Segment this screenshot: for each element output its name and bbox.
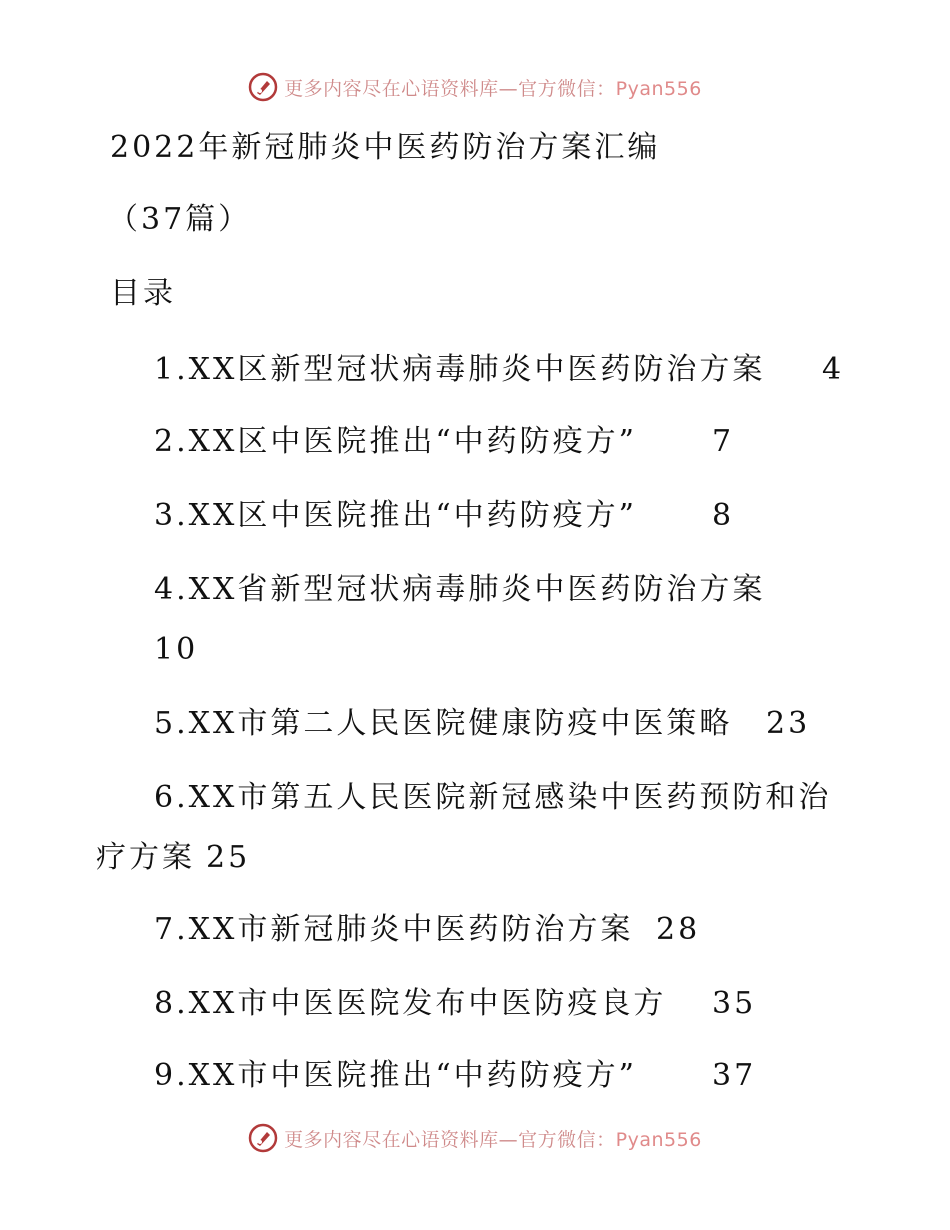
watermark-bottom xyxy=(0,1123,950,1153)
document-subtitle: （37篇） xyxy=(108,202,252,237)
toc-item-label[interactable]: 9.XX市中医院推出“中药防疫方” xyxy=(154,1058,638,1093)
toc-item-label[interactable]: 6.XX市第五人民医院新冠感染中医药预防和治 xyxy=(154,780,832,815)
watermark-top xyxy=(0,72,950,102)
toc-item-page: 23 xyxy=(766,706,811,741)
pen-nib-circle-icon xyxy=(248,1123,278,1153)
toc-item-page: 8 xyxy=(712,498,735,533)
toc-item-label-continued[interactable]: 疗方案 xyxy=(96,840,195,875)
toc-item-label[interactable]: 4.XX省新型冠状病毒肺炎中医药防治方案 xyxy=(154,572,766,607)
toc-item-page: 35 xyxy=(712,986,757,1021)
toc-item-label[interactable]: 5.XX市第二人民医院健康防疫中医策略 xyxy=(154,706,733,741)
watermark-text: 更多内容尽在心语资料库—官方微信：Pyan556 xyxy=(284,77,702,100)
toc-heading: 目录 xyxy=(110,276,176,311)
pen-nib-circle-icon xyxy=(248,72,278,102)
toc-item-page: 10 xyxy=(154,632,199,667)
toc-item-page: 4 xyxy=(822,352,845,387)
toc-item-label[interactable]: 1.XX区新型冠状病毒肺炎中医药防治方案 xyxy=(154,352,766,387)
document-title: 2022年新冠肺炎中医药防治方案汇编 xyxy=(110,130,661,165)
watermark-text: 更多内容尽在心语资料库—官方微信：Pyan556 xyxy=(284,1128,702,1151)
toc-item-page: 7 xyxy=(712,424,735,459)
toc-item-label[interactable]: 7.XX市新冠肺炎中医药防治方案 xyxy=(154,912,634,947)
toc-item-label[interactable]: 2.XX区中医院推出“中药防疫方” xyxy=(154,424,638,459)
toc-item-label[interactable]: 3.XX区中医院推出“中药防疫方” xyxy=(154,498,638,533)
toc-item-label[interactable]: 8.XX市中医医院发布中医防疫良方 xyxy=(154,986,667,1021)
toc-item-page: 25 xyxy=(206,840,251,875)
toc-item-page: 28 xyxy=(656,912,701,947)
toc-item-page: 37 xyxy=(712,1058,757,1093)
